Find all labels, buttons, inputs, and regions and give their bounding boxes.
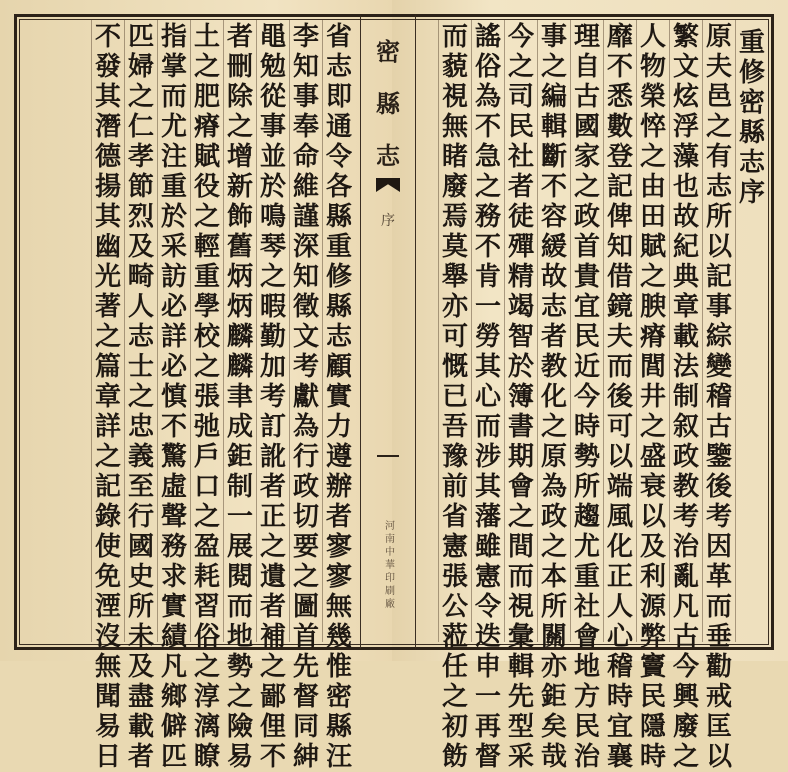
text-column: 李 知 事 奉 命 維 謹 深 知 徵 文 考 獻 為 行 政 切 要 之 圖 首 先 督 同 紳 xyxy=(292,22,319,772)
text-column: 繁 文 炫 浮 藻 也 故 紀 典 章 載 法 制 叙 政 教 考 治 亂 凡 古 今 興 廢 之 xyxy=(672,22,699,772)
text-column: 不 發 其 潛 德 揚 其 幽 光 著 之 篇 章 詳 之 記 錄 使 免 湮 沒 無 聞 易 日 xyxy=(94,22,121,772)
text-column: 事 之 編 輯 斷 不 容 緩 故 志 者 教 化 之 原 為 政 之 本 所 關 亦 鉅 矣 哉 xyxy=(540,22,567,772)
column-rule xyxy=(223,20,224,642)
column-rule xyxy=(322,20,323,642)
column-rule xyxy=(471,20,472,642)
column-rule xyxy=(504,20,505,642)
column-rule xyxy=(537,20,538,642)
section-label: 序 xyxy=(381,213,395,229)
column-rule xyxy=(438,20,439,642)
page-number xyxy=(377,455,399,457)
text-column: 土 之 肥 瘠 賦 役 之 輕 重 學 校 之 張 弛 戶 口 之 盈 耗 習 俗 之 淳 漓 瞭 xyxy=(193,22,220,772)
column-rule xyxy=(190,20,191,642)
text-column: 黽 勉 從 事 並 於 鳴 琴 之 暇 勤 加 考 訂 訛 者 正 之 遺 者 補 之 鄙 俚 不 xyxy=(259,22,286,772)
text-column: 指 掌 而 尤 注 重 於 采 訪 必 詳 必 慎 不 驚 虛 聲 務 求 實 績 凡 鄉 僻 匹 xyxy=(160,22,187,772)
column-rule xyxy=(91,20,92,642)
text-column: 理 自 古 國 家 之 政 首 貴 宜 民 近 今 時 勢 所 趨 尤 重 社 會 地 方 民 治 xyxy=(573,22,600,772)
preface-heading: 重 修 密 縣 志 序 xyxy=(738,28,765,208)
text-column: 人 物 榮 悴 之 由 田 賦 之 腴 瘠 閭 井 之 盛 衰 以 及 利 源 弊 竇 民 隱 時 xyxy=(639,22,666,772)
column-rule xyxy=(124,20,125,642)
column-rule xyxy=(636,20,637,642)
column-rule xyxy=(603,20,604,642)
publisher-label: 河 南 中 華 印 刷 廠 xyxy=(385,521,395,610)
column-rule xyxy=(735,20,736,642)
column-rule xyxy=(256,20,257,642)
text-column: 原 夫 邑 之 有 志 所 以 記 事 綜 變 稽 古 鑒 後 考 因 革 而 垂 勸 戒 匡 以 xyxy=(705,22,732,772)
text-column: 匹 婦 之 仁 孝 節 烈 及 畸 人 志 士 之 忠 義 至 行 國 史 所 未 及 盡 載 者 xyxy=(127,22,154,772)
text-column: 靡 不 悉 數 登 記 俾 知 借 鏡 夫 而 後 可 以 端 風 化 正 人 心 稽 時 宜 襄 xyxy=(606,22,633,772)
text-column: 今 之 司 民 社 者 徒 殫 精 竭 智 於 簿 書 期 會 之 間 而 視 彙 輯 先 型 采 xyxy=(507,22,534,772)
column-rule xyxy=(669,20,670,642)
book-title: 密 縣 志 xyxy=(376,37,400,170)
text-column: 謠 俗 為 不 急 之 務 不 肯 一 勞 其 心 而 涉 其 藩 雖 憲 令 迭 申 一 再 督 xyxy=(474,22,501,772)
text-column: 省 志 即 通 令 各 縣 重 修 縣 志 顧 實 力 遵 辦 者 寥 寥 無 幾 惟 密 縣 汪 xyxy=(325,22,352,772)
column-rule xyxy=(157,20,158,642)
column-rule xyxy=(289,20,290,642)
column-rule xyxy=(702,20,703,642)
text-column: 者 刪 除 之 增 新 飾 舊 炳 炳 麟 麟 聿 成 鉅 制 一 展 閱 而 地 勢 之 險 易 xyxy=(226,22,253,772)
text-column: 而 藐 視 無 睹 廢 焉 莫 舉 亦 可 慨 已 吾 豫 前 省 憲 張 公 蒞 任 之 初 飭 xyxy=(441,22,468,772)
column-rule xyxy=(570,20,571,642)
